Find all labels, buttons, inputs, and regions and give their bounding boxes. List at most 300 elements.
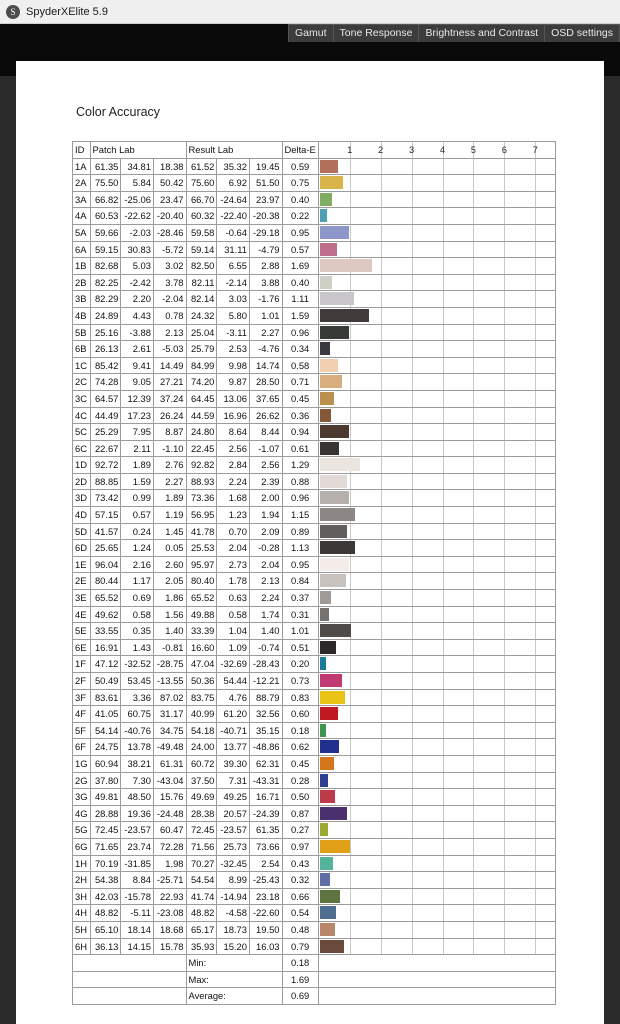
table-row (73, 573, 556, 590)
cell-result-lab: 2.09 (249, 523, 282, 540)
delta-e-bar (320, 458, 360, 471)
delta-e-bar (320, 475, 347, 488)
cell-result-lab: 1.09 (217, 639, 250, 656)
delta-e-bar (320, 525, 348, 538)
cell-delta-e: 0.88 (282, 473, 318, 490)
axis-gridline (381, 673, 382, 689)
cell-delta-e: 0.60 (282, 706, 318, 723)
cell-patch-lab: 24.89 (90, 307, 121, 324)
cell-result-lab: 54.54 (186, 872, 217, 889)
cell-patch-lab: 5.84 (121, 175, 154, 192)
cell-patch-lab: 15.76 (153, 789, 186, 806)
cell-id: 3B (73, 291, 91, 308)
cell-patch-lab: 92.72 (90, 457, 121, 474)
cell-patch-lab: 2.60 (153, 556, 186, 573)
axis-gridline (535, 623, 536, 639)
cell-result-lab: 25.73 (217, 838, 250, 855)
cell-id: 5C (73, 424, 91, 441)
table-row (73, 689, 556, 706)
table-row (73, 789, 556, 806)
axis-gridline (535, 192, 536, 208)
cell-result-lab: 2.24 (217, 473, 250, 490)
axis-gridline (381, 208, 382, 224)
color-accuracy-table-wrap (72, 141, 570, 1005)
cell-delta-e-bar (318, 540, 555, 557)
cell-result-lab: 59.14 (186, 241, 217, 258)
axis-gridline (350, 690, 351, 706)
axis-gridline (381, 789, 382, 805)
cell-result-lab: 25.53 (186, 540, 217, 557)
axis-gridline (412, 839, 413, 855)
cell-result-lab: 19.50 (249, 921, 282, 938)
delta-e-bar (320, 160, 338, 173)
axis-gridline (381, 374, 382, 390)
axis-gridline (350, 673, 351, 689)
axis-gridline (473, 308, 474, 324)
axis-gridline (473, 557, 474, 573)
cell-result-lab: 2.27 (249, 324, 282, 341)
axis-gridline (473, 524, 474, 540)
cell-patch-lab: 7.30 (121, 772, 154, 789)
delta-e-bar (320, 176, 343, 189)
cell-patch-lab: -23.57 (121, 822, 154, 839)
axis-gridline (443, 192, 444, 208)
cell-result-lab: 18.73 (217, 921, 250, 938)
cell-id: 3D (73, 490, 91, 507)
axis-gridline (412, 939, 413, 955)
axis-gridline (350, 872, 351, 888)
cell-id: 4G (73, 805, 91, 822)
cell-patch-lab: -5.11 (121, 905, 154, 922)
axis-gridline (473, 258, 474, 274)
axis-gridline (350, 939, 351, 955)
cell-patch-lab: 50.49 (90, 673, 121, 690)
cell-result-lab: 7.31 (217, 772, 250, 789)
axis-gridline (443, 773, 444, 789)
cell-patch-lab: 59.66 (90, 224, 121, 241)
delta-e-bar (320, 375, 342, 388)
axis-gridline (504, 905, 505, 921)
axis-gridline (443, 507, 444, 523)
delta-e-bar (320, 342, 331, 355)
cell-delta-e-bar (318, 855, 555, 872)
cell-patch-lab: 33.55 (90, 623, 121, 640)
axis-gridline (350, 856, 351, 872)
axis-gridline (473, 159, 474, 175)
axis-gridline (443, 225, 444, 241)
table-row (73, 706, 556, 723)
axis-gridline (535, 573, 536, 589)
cell-result-lab: -0.28 (249, 540, 282, 557)
cell-result-lab: 41.78 (186, 523, 217, 540)
axis-gridline (504, 872, 505, 888)
axis-gridline (412, 374, 413, 390)
axis-gridline (535, 474, 536, 490)
axis-gridline (412, 308, 413, 324)
axis-gridline (473, 756, 474, 772)
cell-id: 1G (73, 755, 91, 772)
axis-gridline (443, 573, 444, 589)
cell-patch-lab: -5.03 (153, 341, 186, 358)
delta-e-bar (320, 193, 332, 206)
axis-gridline (535, 424, 536, 440)
cell-patch-lab: -40.76 (121, 722, 154, 739)
cell-patch-lab: 27.21 (153, 374, 186, 391)
axis-gridline (350, 175, 351, 191)
axis-gridline (535, 640, 536, 656)
header-result-lab: Result Lab (186, 142, 282, 159)
axis-gridline (412, 258, 413, 274)
axis-gridline (473, 325, 474, 341)
axis-gridline (504, 374, 505, 390)
axis-gridline (535, 872, 536, 888)
axis-gridline (535, 773, 536, 789)
axis-gridline (504, 607, 505, 623)
cell-patch-lab: 53.45 (121, 673, 154, 690)
axis-gridline (412, 573, 413, 589)
delta-e-bar (320, 209, 327, 222)
cell-patch-lab: 2.76 (153, 457, 186, 474)
axis-gridline (504, 408, 505, 424)
cell-patch-lab: 85.42 (90, 357, 121, 374)
tab-brightness-and-contrast[interactable]: Brightness and Contrast (418, 24, 544, 42)
axis-gridline (473, 872, 474, 888)
axis-gridline (443, 856, 444, 872)
cell-patch-lab: 1.89 (121, 457, 154, 474)
table-row (73, 158, 556, 175)
cell-result-lab: 23.18 (249, 888, 282, 905)
axis-gridline (350, 474, 351, 490)
cell-id: 2G (73, 772, 91, 789)
cell-result-lab: -24.39 (249, 805, 282, 822)
delta-e-bar (320, 508, 356, 521)
cell-delta-e-bar (318, 258, 555, 275)
axis-gridline (535, 341, 536, 357)
axis-gridline (412, 192, 413, 208)
axis-gridline (350, 524, 351, 540)
axis-gridline (381, 308, 382, 324)
axis-gridline (381, 773, 382, 789)
axis-gridline (350, 739, 351, 755)
axis-gridline (381, 474, 382, 490)
axis-gridline (473, 374, 474, 390)
table-row (73, 888, 556, 905)
cell-delta-e-bar (318, 424, 555, 441)
cell-id: 5F (73, 722, 91, 739)
delta-e-bar (320, 409, 331, 422)
axis-gridline (381, 242, 382, 258)
axis-gridline (535, 756, 536, 772)
cell-result-lab: 2.54 (249, 855, 282, 872)
cell-patch-lab: 13.78 (121, 739, 154, 756)
cell-result-lab: 37.50 (186, 772, 217, 789)
cell-patch-lab: 1.40 (153, 623, 186, 640)
axis-gridline (412, 225, 413, 241)
cell-result-lab: 72.45 (186, 822, 217, 839)
axis-gridline (350, 590, 351, 606)
report-page (16, 61, 604, 1024)
axis-gridline (443, 607, 444, 623)
cell-patch-lab: -25.06 (121, 191, 154, 208)
axis-gridline (350, 225, 351, 241)
axis-gridline (473, 806, 474, 822)
cell-result-lab: 2.53 (217, 341, 250, 358)
axis-gridline (412, 358, 413, 374)
axis-gridline (412, 756, 413, 772)
axis-gridline (350, 557, 351, 573)
cell-id: 4E (73, 606, 91, 623)
cell-delta-e: 1.29 (282, 457, 318, 474)
axis-gridline (443, 640, 444, 656)
axis-gridline (504, 839, 505, 855)
axis-gridline (443, 258, 444, 274)
table-row (73, 224, 556, 241)
cell-result-lab: -48.86 (249, 739, 282, 756)
table-row (73, 291, 556, 308)
cell-patch-lab: 72.28 (153, 838, 186, 855)
cell-patch-lab: 65.10 (90, 921, 121, 938)
axis-gridline (473, 607, 474, 623)
delta-e-bar (320, 309, 369, 322)
axis-gridline (443, 889, 444, 905)
table-row (73, 274, 556, 291)
axis-gridline (381, 756, 382, 772)
cell-result-lab: 39.30 (217, 755, 250, 772)
cell-delta-e-bar (318, 573, 555, 590)
cell-delta-e: 1.01 (282, 623, 318, 640)
cell-delta-e: 0.32 (282, 872, 318, 889)
cell-delta-e-bar (318, 241, 555, 258)
cell-patch-lab: -2.42 (121, 274, 154, 291)
cell-patch-lab: 14.15 (121, 938, 154, 955)
cell-patch-lab: 22.93 (153, 888, 186, 905)
axis-gridline (535, 175, 536, 191)
table-row (73, 341, 556, 358)
cell-result-lab: 48.82 (186, 905, 217, 922)
axis-gridline (350, 573, 351, 589)
cell-result-lab: 44.59 (186, 407, 217, 424)
axis-gridline (504, 358, 505, 374)
summary-chart-blank (318, 971, 555, 988)
delta-e-bar (320, 657, 326, 670)
cell-result-lab: 3.03 (217, 291, 250, 308)
cell-result-lab: 47.04 (186, 656, 217, 673)
cell-id: 5D (73, 523, 91, 540)
table-row (73, 606, 556, 623)
axis-gridline (381, 507, 382, 523)
axis-gridline (504, 557, 505, 573)
axis-gridline (350, 756, 351, 772)
cell-result-lab: 73.66 (249, 838, 282, 855)
cell-delta-e: 0.43 (282, 855, 318, 872)
title-bar (0, 0, 620, 24)
axis-tick-label: 2 (378, 145, 384, 155)
cell-delta-e-bar (318, 175, 555, 192)
cell-id: 6E (73, 639, 91, 656)
cell-delta-e: 0.45 (282, 755, 318, 772)
cell-result-lab: 9.98 (217, 357, 250, 374)
axis-gridline (412, 557, 413, 573)
cell-id: 3E (73, 590, 91, 607)
cell-id: 6F (73, 739, 91, 756)
axis-gridline (412, 905, 413, 921)
cell-delta-e-bar (318, 457, 555, 474)
axis-gridline (412, 441, 413, 457)
axis-gridline (535, 408, 536, 424)
cell-delta-e-bar (318, 822, 555, 839)
axis-gridline (443, 341, 444, 357)
cell-result-lab: -4.79 (249, 241, 282, 258)
cell-patch-lab: 14.49 (153, 357, 186, 374)
summary-label: Max: (186, 971, 282, 988)
cell-result-lab: 40.99 (186, 706, 217, 723)
cell-delta-e: 0.40 (282, 191, 318, 208)
cell-patch-lab: 26.13 (90, 341, 121, 358)
axis-gridline (381, 524, 382, 540)
cell-result-lab: 28.50 (249, 374, 282, 391)
cell-patch-lab: -31.85 (121, 855, 154, 872)
table-row (73, 755, 556, 772)
axis-gridline (504, 822, 505, 838)
cell-patch-lab: 8.87 (153, 424, 186, 441)
summary-blank (73, 971, 187, 988)
axis-gridline (504, 706, 505, 722)
cell-result-lab: 9.87 (217, 374, 250, 391)
axis-gridline (412, 806, 413, 822)
axis-gridline (412, 457, 413, 473)
cell-patch-lab: 41.57 (90, 523, 121, 540)
cell-patch-lab: 16.91 (90, 639, 121, 656)
cell-patch-lab: 0.78 (153, 307, 186, 324)
axis-gridline (504, 159, 505, 175)
axis-gridline (381, 540, 382, 556)
table-row (73, 872, 556, 889)
cell-delta-e: 0.84 (282, 573, 318, 590)
cell-patch-lab: 12.39 (121, 390, 154, 407)
cell-result-lab: 71.56 (186, 838, 217, 855)
cell-patch-lab: 61.31 (153, 755, 186, 772)
axis-gridline (412, 524, 413, 540)
cell-result-lab: -0.64 (217, 224, 250, 241)
cell-patch-lab: -23.08 (153, 905, 186, 922)
axis-gridline (443, 723, 444, 739)
cell-patch-lab: 60.75 (121, 706, 154, 723)
cell-result-lab: -12.21 (249, 673, 282, 690)
summary-value: 0.18 (282, 955, 318, 972)
axis-gridline (535, 358, 536, 374)
cell-patch-lab: 61.35 (90, 158, 121, 175)
cell-result-lab: 14.74 (249, 357, 282, 374)
cell-patch-lab: 9.41 (121, 357, 154, 374)
cell-patch-lab: 2.13 (153, 324, 186, 341)
cell-patch-lab: 66.82 (90, 191, 121, 208)
cell-patch-lab: 37.80 (90, 772, 121, 789)
cell-result-lab: 15.20 (217, 938, 250, 955)
axis-gridline (504, 325, 505, 341)
axis-gridline (381, 723, 382, 739)
cell-patch-lab: 1.56 (153, 606, 186, 623)
tab-osd-settings[interactable]: OSD settings (544, 24, 620, 42)
tab-tone-response[interactable]: Tone Response (333, 24, 419, 42)
cell-patch-lab: 5.03 (121, 258, 154, 275)
cell-id: 3H (73, 888, 91, 905)
cell-result-lab: -1.07 (249, 440, 282, 457)
cell-result-lab: 64.45 (186, 390, 217, 407)
cell-delta-e: 0.48 (282, 921, 318, 938)
cell-id: 1C (73, 357, 91, 374)
axis-gridline (473, 507, 474, 523)
table-row (73, 905, 556, 922)
axis-gridline (443, 756, 444, 772)
table-row (73, 921, 556, 938)
cell-delta-e-bar (318, 407, 555, 424)
cell-result-lab: -32.69 (217, 656, 250, 673)
axis-gridline (350, 275, 351, 291)
axis-gridline (350, 242, 351, 258)
axis-gridline (473, 590, 474, 606)
axis-gridline (473, 242, 474, 258)
axis-gridline (535, 540, 536, 556)
table-row (73, 258, 556, 275)
delta-e-bar (320, 276, 332, 289)
axis-gridline (535, 242, 536, 258)
cell-result-lab: 31.11 (217, 241, 250, 258)
axis-gridline (412, 408, 413, 424)
cell-patch-lab: 96.04 (90, 556, 121, 573)
summary-row (73, 955, 556, 972)
axis-gridline (412, 656, 413, 672)
axis-gridline (535, 258, 536, 274)
axis-gridline (535, 690, 536, 706)
axis-gridline (535, 507, 536, 523)
cell-id: 6H (73, 938, 91, 955)
axis-gridline (443, 242, 444, 258)
cell-delta-e: 0.96 (282, 324, 318, 341)
cell-patch-lab: 44.49 (90, 407, 121, 424)
cell-id: 4C (73, 407, 91, 424)
cell-delta-e: 0.95 (282, 224, 318, 241)
summary-row (73, 971, 556, 988)
cell-delta-e-bar (318, 706, 555, 723)
axis-gridline (535, 524, 536, 540)
axis-tick-label: 3 (409, 145, 415, 155)
axis-gridline (350, 839, 351, 855)
axis-gridline (535, 905, 536, 921)
summary-value: 1.69 (282, 971, 318, 988)
axis-gridline (443, 939, 444, 955)
cell-patch-lab: 36.13 (90, 938, 121, 955)
cell-patch-lab: 17.23 (121, 407, 154, 424)
table-row (73, 324, 556, 341)
axis-gridline (412, 872, 413, 888)
table-row (73, 722, 556, 739)
axis-gridline (473, 474, 474, 490)
tab-gamut[interactable]: Gamut (288, 24, 333, 42)
cell-patch-lab: 1.19 (153, 507, 186, 524)
axis-tick-label: 7 (532, 145, 538, 155)
axis-gridline (473, 441, 474, 457)
cell-result-lab: 83.75 (186, 689, 217, 706)
cell-patch-lab: 22.67 (90, 440, 121, 457)
cell-result-lab: 92.82 (186, 457, 217, 474)
cell-result-lab: 51.50 (249, 175, 282, 192)
axis-gridline (473, 922, 474, 938)
cell-patch-lab: 2.05 (153, 573, 186, 590)
cell-patch-lab: 3.36 (121, 689, 154, 706)
summary-chart-blank (318, 988, 555, 1005)
axis-gridline (535, 656, 536, 672)
axis-gridline (443, 424, 444, 440)
